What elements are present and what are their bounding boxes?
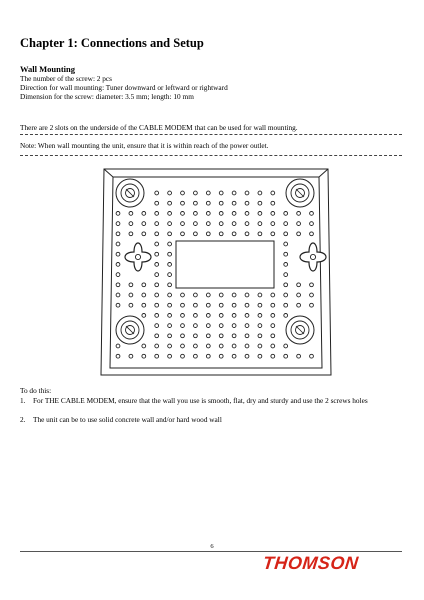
vent-hole xyxy=(232,324,236,328)
chapter-title: Chapter 1: Connections and Setup xyxy=(20,36,204,50)
vent-hole xyxy=(129,283,133,287)
page-number: 6 xyxy=(210,543,214,550)
vent-hole xyxy=(129,354,133,358)
vent-hole xyxy=(168,242,172,246)
vent-hole xyxy=(258,334,262,338)
vent-hole xyxy=(297,212,301,216)
vent-hole xyxy=(206,314,210,318)
vent-hole xyxy=(155,252,159,256)
vent-hole xyxy=(284,303,288,307)
vent-hole xyxy=(258,344,262,348)
vent-hole xyxy=(194,201,198,205)
vent-hole xyxy=(284,212,288,216)
vent-hole xyxy=(142,354,146,358)
vent-hole xyxy=(194,303,198,307)
vent-hole xyxy=(142,314,146,318)
vent-hole xyxy=(219,191,223,195)
vent-hole xyxy=(284,344,288,348)
vent-hole xyxy=(232,191,236,195)
vent-hole xyxy=(206,344,210,348)
vent-hole xyxy=(245,354,249,358)
vent-hole xyxy=(181,344,185,348)
vent-hole xyxy=(219,314,223,318)
vent-hole xyxy=(168,314,172,318)
vent-hole xyxy=(206,232,210,236)
vent-hole xyxy=(219,212,223,216)
vent-hole xyxy=(284,293,288,297)
vent-hole xyxy=(116,212,120,216)
vent-hole xyxy=(181,222,185,226)
vent-hole xyxy=(194,314,198,318)
todo-item xyxy=(20,396,404,414)
vent-hole xyxy=(116,232,120,236)
vent-hole xyxy=(245,314,249,318)
todo-heading: To do this: xyxy=(20,386,52,395)
vent-hole xyxy=(310,232,314,236)
vent-hole xyxy=(310,212,314,216)
note-paragraph: Note: When wall mounting the unit, ensure that it is within reach of the power outlet. xyxy=(20,141,269,150)
vent-hole xyxy=(155,354,159,358)
vent-hole xyxy=(219,201,223,205)
vent-hole xyxy=(155,212,159,216)
vent-hole xyxy=(245,201,249,205)
vent-hole xyxy=(245,334,249,338)
vent-hole xyxy=(194,212,198,216)
vent-hole xyxy=(271,334,275,338)
vent-hole xyxy=(310,222,314,226)
vent-hole xyxy=(116,222,120,226)
todo-item-number: 2. xyxy=(20,415,26,424)
vent-hole xyxy=(258,293,262,297)
vent-hole xyxy=(142,232,146,236)
vent-hole xyxy=(258,222,262,226)
vent-hole xyxy=(219,293,223,297)
vent-hole xyxy=(258,324,262,328)
vent-hole xyxy=(194,191,198,195)
vent-hole xyxy=(142,344,146,348)
vent-hole xyxy=(232,222,236,226)
thomson-logo: THOMSON xyxy=(262,553,360,573)
vent-hole xyxy=(297,283,301,287)
screw-dimension-line: Dimension for the screw: diameter: 3.5 mm; length: 10 mm xyxy=(20,92,194,101)
vent-hole xyxy=(284,354,288,358)
vent-hole xyxy=(116,293,120,297)
vent-hole xyxy=(271,191,275,195)
vent-hole xyxy=(271,201,275,205)
vent-hole xyxy=(129,303,133,307)
vent-hole xyxy=(232,344,236,348)
vent-hole xyxy=(271,303,275,307)
vent-hole xyxy=(232,334,236,338)
vent-hole xyxy=(116,344,120,348)
vent-hole xyxy=(194,344,198,348)
vent-hole xyxy=(129,293,133,297)
vent-hole xyxy=(206,212,210,216)
vent-hole xyxy=(181,324,185,328)
vent-hole xyxy=(155,324,159,328)
vent-hole xyxy=(194,293,198,297)
vent-hole xyxy=(310,293,314,297)
vent-hole xyxy=(245,222,249,226)
vent-hole xyxy=(155,222,159,226)
vent-hole xyxy=(297,222,301,226)
vent-hole xyxy=(116,263,120,267)
vent-hole xyxy=(142,303,146,307)
vent-hole xyxy=(181,354,185,358)
vent-hole xyxy=(219,344,223,348)
vent-hole xyxy=(116,303,120,307)
todo-item-text: For THE CABLE MODEM, ensure that the wall you use is smooth, flat, dry and sturdy and use the 2 screws holes xyxy=(33,396,368,405)
vent-hole xyxy=(284,232,288,236)
mount-direction-line: Direction for wall mounting: Tuner downward or leftward or rightward xyxy=(20,83,228,92)
vent-hole xyxy=(155,344,159,348)
vent-hole xyxy=(284,273,288,277)
vent-hole xyxy=(194,222,198,226)
vent-hole xyxy=(181,303,185,307)
vent-hole xyxy=(155,293,159,297)
vent-hole xyxy=(129,232,133,236)
vent-hole xyxy=(219,334,223,338)
vent-hole xyxy=(181,293,185,297)
slots-paragraph: There are 2 slots on the underside of the CABLE MODEM that can be used for wall mounting. xyxy=(20,123,298,132)
vent-hole xyxy=(245,212,249,216)
vent-hole xyxy=(206,293,210,297)
vent-hole xyxy=(258,354,262,358)
vent-hole xyxy=(155,283,159,287)
vent-hole xyxy=(116,354,120,358)
vent-hole xyxy=(168,232,172,236)
vent-hole xyxy=(168,191,172,195)
vent-hole xyxy=(168,273,172,277)
vent-hole xyxy=(297,354,301,358)
note-bottom-rule xyxy=(20,155,402,156)
vent-hole xyxy=(181,334,185,338)
vent-hole xyxy=(181,191,185,195)
vent-hole xyxy=(284,252,288,256)
vent-hole xyxy=(155,242,159,246)
vent-hole xyxy=(310,283,314,287)
vent-hole xyxy=(206,222,210,226)
vent-hole xyxy=(219,222,223,226)
vent-hole xyxy=(232,212,236,216)
vent-hole xyxy=(206,191,210,195)
vent-hole xyxy=(155,191,159,195)
vent-hole xyxy=(155,263,159,267)
section-heading: Wall Mounting xyxy=(20,64,76,74)
vent-hole xyxy=(168,263,172,267)
vent-hole xyxy=(232,354,236,358)
vent-hole xyxy=(194,334,198,338)
vent-hole xyxy=(155,232,159,236)
vent-hole xyxy=(206,201,210,205)
vent-hole xyxy=(245,191,249,195)
device-underside-illustration xyxy=(98,163,334,381)
vent-hole xyxy=(168,201,172,205)
vent-hole xyxy=(142,293,146,297)
vent-hole xyxy=(245,293,249,297)
vent-hole xyxy=(129,212,133,216)
vent-hole xyxy=(155,303,159,307)
vent-hole xyxy=(129,222,133,226)
vent-hole xyxy=(168,324,172,328)
vent-hole xyxy=(181,314,185,318)
vent-hole xyxy=(232,232,236,236)
vent-hole xyxy=(142,222,146,226)
vent-hole xyxy=(271,314,275,318)
mounting-slot xyxy=(300,243,326,271)
vent-hole xyxy=(271,232,275,236)
vent-hole xyxy=(232,201,236,205)
vent-hole xyxy=(168,303,172,307)
vent-hole xyxy=(155,273,159,277)
vent-hole xyxy=(181,201,185,205)
vent-hole xyxy=(168,334,172,338)
vent-hole xyxy=(206,334,210,338)
todo-item-number: 1. xyxy=(20,396,26,405)
vent-hole xyxy=(245,232,249,236)
vent-hole xyxy=(271,293,275,297)
screw-count-line: The number of the screw: 2 pcs xyxy=(20,74,112,83)
vent-hole xyxy=(219,232,223,236)
note-top-rule xyxy=(20,134,402,135)
vent-hole xyxy=(232,303,236,307)
footer-rule xyxy=(20,551,402,552)
vent-hole xyxy=(142,283,146,287)
vent-hole xyxy=(297,232,301,236)
vent-hole xyxy=(206,324,210,328)
vent-hole xyxy=(168,283,172,287)
vent-hole xyxy=(258,191,262,195)
vent-hole xyxy=(155,314,159,318)
vent-hole xyxy=(284,222,288,226)
vent-hole xyxy=(284,314,288,318)
vent-hole xyxy=(168,212,172,216)
vent-hole xyxy=(271,324,275,328)
vent-hole xyxy=(142,212,146,216)
vent-hole xyxy=(194,354,198,358)
vent-hole xyxy=(155,334,159,338)
vent-hole xyxy=(116,273,120,277)
vent-hole xyxy=(284,283,288,287)
vent-hole xyxy=(181,232,185,236)
vent-hole xyxy=(206,303,210,307)
vent-hole xyxy=(310,354,314,358)
vent-hole xyxy=(258,232,262,236)
vent-hole xyxy=(245,303,249,307)
vent-hole xyxy=(258,314,262,318)
vent-hole xyxy=(258,201,262,205)
vent-hole xyxy=(194,324,198,328)
vent-hole xyxy=(232,314,236,318)
vent-hole xyxy=(168,354,172,358)
vent-hole xyxy=(284,263,288,267)
mounting-slot xyxy=(125,243,151,271)
label-window xyxy=(176,241,274,288)
vent-hole xyxy=(258,303,262,307)
vent-hole xyxy=(116,242,120,246)
todo-item-text: The unit can be to use solid concrete wall and/or hard wood wall xyxy=(33,415,222,424)
vent-hole xyxy=(219,354,223,358)
vent-hole xyxy=(219,324,223,328)
vent-hole xyxy=(168,293,172,297)
vent-hole xyxy=(310,303,314,307)
vent-hole xyxy=(297,303,301,307)
vent-hole xyxy=(258,212,262,216)
vent-hole xyxy=(168,344,172,348)
vent-hole xyxy=(271,354,275,358)
vent-hole xyxy=(168,222,172,226)
vent-hole xyxy=(284,242,288,246)
vent-hole xyxy=(206,354,210,358)
vent-hole xyxy=(155,201,159,205)
vent-hole xyxy=(116,252,120,256)
vent-hole xyxy=(116,283,120,287)
vent-hole xyxy=(232,293,236,297)
vent-hole xyxy=(219,303,223,307)
vent-hole xyxy=(245,344,249,348)
vent-hole xyxy=(181,212,185,216)
vent-hole xyxy=(271,212,275,216)
vent-hole xyxy=(168,252,172,256)
vent-hole xyxy=(271,344,275,348)
vent-hole xyxy=(245,324,249,328)
vent-hole xyxy=(297,293,301,297)
vent-hole xyxy=(194,232,198,236)
vent-hole xyxy=(271,222,275,226)
todo-item xyxy=(20,415,404,425)
